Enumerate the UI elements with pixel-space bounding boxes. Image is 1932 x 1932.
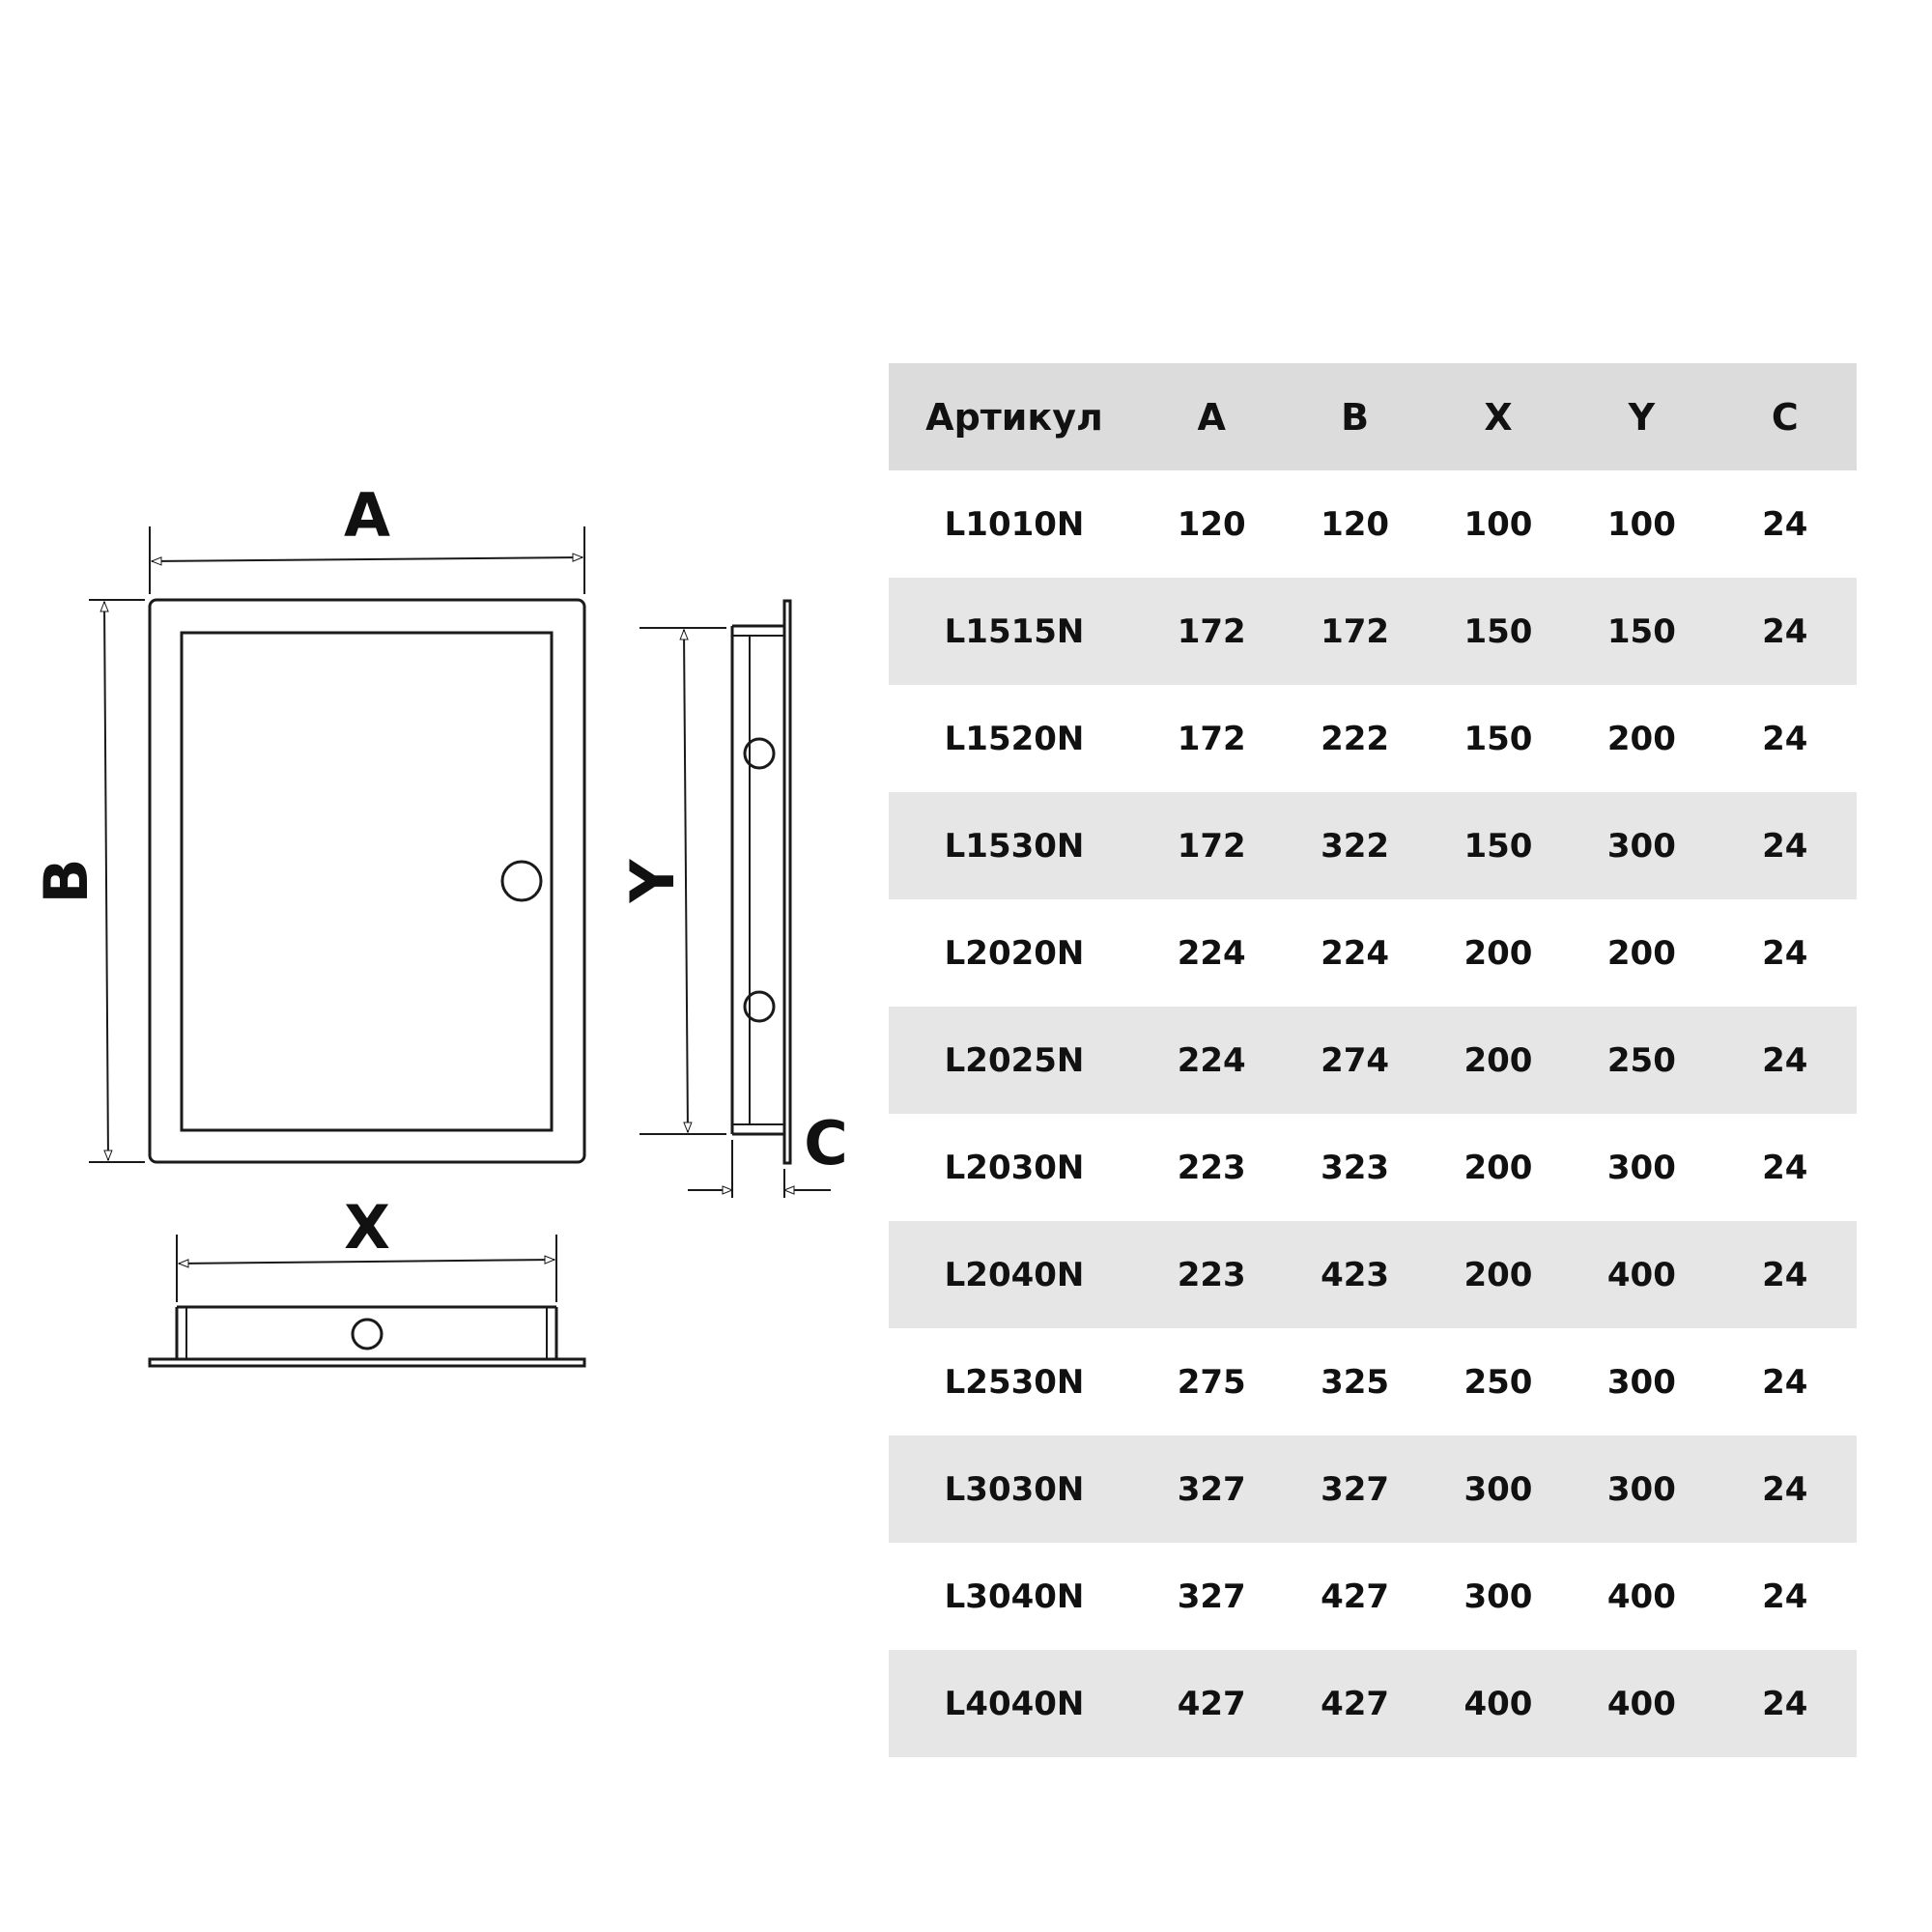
dimension-cell: 24 [1762, 719, 1808, 758]
table-row [889, 1328, 1857, 1435]
dimension-cell: 200 [1606, 933, 1676, 973]
dimension-cell: 172 [1140, 578, 1283, 685]
label-b: B [31, 858, 101, 904]
dimension-cell: 427 [1283, 1650, 1426, 1757]
dimension-cell: 423 [1283, 1221, 1426, 1328]
column-header: X [1427, 363, 1570, 470]
bottom-handle [353, 1320, 382, 1349]
table-row [889, 1650, 1857, 1757]
dimension-cell: 200 [1463, 1148, 1533, 1187]
dimension-cell: 200 [1606, 719, 1676, 758]
bottom-view [150, 1307, 584, 1366]
article-cell: L4040N [889, 1650, 1140, 1757]
dimension-b-arrow [104, 602, 108, 1160]
dimension-cell: 427 [1321, 1577, 1390, 1616]
article-cell: L2025N [889, 1007, 1140, 1114]
dimension-cell: 224 [1140, 1007, 1283, 1114]
article-cell: L3040N [944, 1577, 1085, 1616]
dimension-cell: 24 [1762, 1577, 1808, 1616]
dimension-cell: 24 [1714, 1650, 1857, 1757]
dimension-cell: 120 [1177, 504, 1246, 544]
dimension-cell: 223 [1177, 1148, 1246, 1187]
table-row [889, 1221, 1857, 1328]
dimension-cell: 24 [1762, 933, 1808, 973]
dimension-cell: 300 [1606, 1362, 1676, 1402]
label-y: Y [617, 859, 688, 903]
door-handle [502, 862, 541, 900]
article-cell: L3030N [889, 1435, 1140, 1543]
table-row [889, 899, 1857, 1007]
dimension-cell: 24 [1762, 1148, 1808, 1187]
dimension-cell: 150 [1463, 719, 1533, 758]
table-header-row [889, 363, 1857, 470]
dimension-cell: 120 [1321, 504, 1390, 544]
table-row [889, 1007, 1857, 1114]
front-view [150, 600, 584, 1162]
dimension-cell: 24 [1714, 1435, 1857, 1543]
dimension-cell: 400 [1606, 1577, 1676, 1616]
dimension-cell: 224 [1321, 933, 1390, 973]
dimension-cell: 327 [1177, 1577, 1246, 1616]
dimension-cell: 275 [1177, 1362, 1246, 1402]
dimension-cell: 274 [1283, 1007, 1426, 1114]
table-row [889, 470, 1857, 578]
bottom-flange [150, 1359, 584, 1366]
column-header: A [1140, 363, 1283, 470]
article-cell: L1010N [944, 504, 1085, 544]
article-cell: L2030N [944, 1148, 1085, 1187]
table-row [889, 1543, 1857, 1650]
dimension-cell: 250 [1463, 1362, 1533, 1402]
dimensions-table [889, 363, 1857, 1757]
article-cell: L1530N [889, 792, 1140, 899]
dimension-cell: 150 [1427, 792, 1570, 899]
column-header: B [1283, 363, 1426, 470]
dimension-cell: 223 [1140, 1221, 1283, 1328]
dimension-cell: 400 [1570, 1221, 1713, 1328]
dimension-cell: 250 [1570, 1007, 1713, 1114]
door-panel-inner [182, 633, 552, 1130]
dimension-cell: 200 [1427, 1007, 1570, 1114]
article-cell: L1515N [889, 578, 1140, 685]
dimension-cell: 172 [1283, 578, 1426, 685]
label-x: X [344, 1192, 390, 1263]
dimension-cell: 150 [1570, 578, 1713, 685]
dimension-cell: 327 [1140, 1435, 1283, 1543]
article-cell: L2530N [944, 1362, 1085, 1402]
door-frame-outer [150, 600, 584, 1162]
dimension-cell: 100 [1463, 504, 1533, 544]
table-row [889, 685, 1857, 792]
article-cell: L2040N [889, 1221, 1140, 1328]
dimension-cell: 222 [1321, 719, 1390, 758]
dimension-cell: 200 [1463, 933, 1533, 973]
dimension-cell: 24 [1762, 504, 1808, 544]
dimension-cell: 100 [1606, 504, 1676, 544]
dimension-cell: 24 [1714, 1221, 1857, 1328]
dimension-cell: 24 [1714, 1007, 1857, 1114]
dimension-cell: 200 [1427, 1221, 1570, 1328]
table-row [889, 792, 1857, 899]
article-cell: L1520N [944, 719, 1085, 758]
dimension-cell: 172 [1140, 792, 1283, 899]
dimension-cell: 427 [1140, 1650, 1283, 1757]
dimension-cell: 322 [1283, 792, 1426, 899]
label-a: A [344, 480, 390, 551]
dimension-cell: 300 [1570, 792, 1713, 899]
dimension-cell: 150 [1427, 578, 1570, 685]
dimension-cell: 300 [1463, 1577, 1533, 1616]
dimension-cell: 172 [1177, 719, 1246, 758]
dimension-cell: 325 [1321, 1362, 1390, 1402]
label-c: C [804, 1108, 848, 1179]
dimension-cell: 224 [1177, 933, 1246, 973]
dimension-cell: 327 [1283, 1435, 1426, 1543]
column-header: C [1714, 363, 1857, 470]
dimension-cell: 300 [1427, 1435, 1570, 1543]
dimension-cell: 300 [1570, 1435, 1713, 1543]
column-header: Y [1570, 363, 1713, 470]
dimension-cell: 323 [1321, 1148, 1390, 1187]
dimension-cell: 400 [1570, 1650, 1713, 1757]
column-header: Артикул [889, 363, 1140, 470]
dimension-cell: 24 [1714, 578, 1857, 685]
side-view [732, 601, 790, 1163]
dimension-cell: 24 [1714, 792, 1857, 899]
article-cell: L2020N [944, 933, 1085, 973]
dimension-a-arrow [152, 557, 582, 561]
dimension-cell: 400 [1427, 1650, 1570, 1757]
side-flange [784, 601, 790, 1163]
table-row [889, 578, 1857, 685]
dimension-cell: 24 [1762, 1362, 1808, 1402]
table-row [889, 1114, 1857, 1221]
technical-drawing [0, 0, 869, 1932]
dimension-cell: 300 [1606, 1148, 1676, 1187]
table-row [889, 1435, 1857, 1543]
